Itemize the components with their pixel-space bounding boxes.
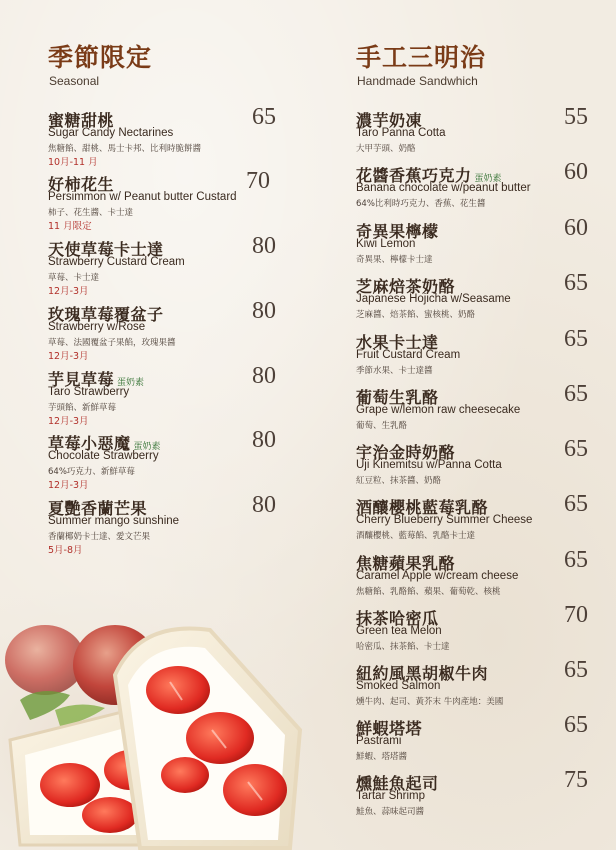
item-name: 焦糖蘋果乳酪 bbox=[356, 554, 456, 573]
item-name: 酒釀櫻桃藍莓乳酪 bbox=[356, 498, 489, 517]
item-name: 濃芋奶凍 bbox=[356, 111, 423, 130]
item-english-name: Japanese Hojicha w/Seasame bbox=[356, 293, 511, 305]
item-ingredients: 酒釀櫻桃、藍莓餡、乳酪卡士達 bbox=[356, 531, 476, 541]
handmade-subtitle: Handmade Sandwhich bbox=[357, 74, 478, 88]
item-price: 65 bbox=[564, 657, 588, 683]
item-price: 80 bbox=[252, 427, 276, 453]
item-english-name: Summer mango sunshine bbox=[48, 515, 180, 527]
item-name: 水果卡士達 bbox=[356, 333, 439, 352]
item-price: 55 bbox=[564, 104, 588, 130]
item-english-name: Kiwi Lemon bbox=[356, 238, 416, 250]
diet-tag: 蛋奶素 bbox=[474, 174, 502, 184]
item-english-name: Persimmon w/ Peanut butter Custard bbox=[48, 191, 237, 203]
handmade-title: 手工三明治 bbox=[356, 43, 487, 72]
item-price: 80 bbox=[252, 363, 276, 389]
item-ingredients: 焦糖餡、甜桃、馬士卡邦、比利時脆餅醬 bbox=[48, 144, 202, 154]
item-english-name: Tartar Shrimp bbox=[356, 790, 426, 802]
strawberry-sandwich-photo bbox=[0, 590, 320, 850]
item-ingredients: 紅豆粒、抹茶醬、奶酪 bbox=[356, 476, 442, 486]
item-price: 70 bbox=[246, 168, 270, 194]
diet-tag: 蛋奶素 bbox=[133, 442, 161, 452]
item-price: 65 bbox=[564, 547, 588, 573]
item-price: 80 bbox=[252, 492, 276, 518]
item-english-name: Green tea Melon bbox=[356, 625, 442, 637]
item-ingredients: 焦糖餡、乳酪餡、蘋果、葡萄乾、核桃 bbox=[356, 587, 501, 597]
item-name: 玫瑰草莓覆盆子 bbox=[48, 305, 164, 324]
item-name: 葡萄生乳酪 bbox=[356, 388, 439, 407]
item-price: 60 bbox=[564, 159, 588, 185]
item-english-name: Chocolate Strawberry bbox=[48, 450, 159, 462]
diet-tag: 蛋奶素 bbox=[117, 378, 145, 388]
item-name: 草莓小惡魔 蛋奶素 bbox=[48, 434, 161, 453]
item-name: 好柿花生 bbox=[48, 175, 115, 194]
item-price: 65 bbox=[564, 436, 588, 462]
item-name: 燻鮭魚起司 bbox=[356, 774, 439, 793]
item-ingredients: 草莓、法國覆盆子果餡，玫瑰果醬 bbox=[48, 338, 176, 348]
item-name: 花醬香蕉巧克力 蛋奶素 bbox=[356, 166, 502, 185]
item-name: 鮮蝦塔塔 bbox=[356, 719, 423, 738]
item-season: 11 月限定 bbox=[48, 221, 92, 232]
item-english-name: Taro Panna Cotta bbox=[356, 127, 446, 139]
item-name: 芋見草莓 蛋奶素 bbox=[48, 370, 145, 389]
item-ingredients: 柿子、花生醬、卡士達 bbox=[48, 208, 134, 218]
item-english-name: Cherry Blueberry Summer Cheese bbox=[356, 514, 533, 526]
item-name: 奇異果檸檬 bbox=[356, 222, 439, 241]
item-name: 抹茶哈密瓜 bbox=[356, 609, 439, 628]
item-english-name: Strawberry Custard Cream bbox=[48, 256, 185, 268]
item-price: 80 bbox=[252, 298, 276, 324]
item-season: 12月-3月 bbox=[48, 351, 89, 362]
item-ingredients: 草莓、卡士達 bbox=[48, 273, 100, 283]
item-price: 65 bbox=[252, 104, 276, 130]
item-name: 芝麻焙茶奶酪 bbox=[356, 277, 456, 296]
item-ingredients: 64%巧克力、新鮮草莓 bbox=[48, 467, 135, 477]
item-ingredients: 哈密瓜、抹茶餡、卡士達 bbox=[356, 642, 450, 652]
item-name: 天使草莓卡士達 bbox=[48, 240, 164, 259]
item-name: 紐約風黑胡椒牛肉 bbox=[356, 664, 489, 683]
item-ingredients: 大甲芋頭、奶酪 bbox=[356, 144, 416, 154]
item-english-name: Sugar Candy Nectarines bbox=[48, 127, 174, 139]
seasonal-subtitle: Seasonal bbox=[49, 74, 100, 88]
item-english-name: Banana chocolate w/peanut butter bbox=[356, 182, 531, 194]
item-english-name: Strawberry w/Rose bbox=[48, 321, 146, 333]
item-price: 80 bbox=[252, 233, 276, 259]
item-price: 75 bbox=[564, 767, 588, 793]
item-english-name: Smoked Salmon bbox=[356, 680, 441, 692]
item-price: 65 bbox=[564, 270, 588, 296]
item-season: 12月-3月 bbox=[48, 416, 89, 427]
item-name: 宇治金時奶酪 bbox=[356, 443, 456, 462]
seasonal-title: 季節限定 bbox=[48, 43, 153, 72]
item-english-name: Taro Strawberry bbox=[48, 386, 130, 398]
item-price: 65 bbox=[564, 712, 588, 738]
item-price: 65 bbox=[564, 381, 588, 407]
item-ingredients: 鮭魚、蒜味起司醬 bbox=[356, 807, 425, 817]
item-english-name: Pastrami bbox=[356, 735, 402, 747]
item-english-name: Grape w/lemon raw cheesecake bbox=[356, 404, 521, 416]
item-ingredients: 64%比利時巧克力、香蕉、花生醬 bbox=[356, 199, 486, 209]
item-ingredients: 葡萄、生乳酪 bbox=[356, 421, 408, 431]
item-ingredients: 鮮蝦、塔塔醬 bbox=[356, 752, 408, 762]
item-price: 60 bbox=[564, 215, 588, 241]
item-price: 65 bbox=[564, 326, 588, 352]
item-price: 65 bbox=[564, 491, 588, 517]
item-ingredients: 芋頭餡、新鮮草莓 bbox=[48, 403, 117, 413]
item-ingredients: 奇異果、檸檬卡士達 bbox=[356, 255, 433, 265]
item-name: 夏艷香蘭芒果 bbox=[48, 499, 148, 518]
item-season: 12月-3月 bbox=[48, 480, 89, 491]
item-season: 12月-3月 bbox=[48, 286, 89, 297]
item-ingredients: 香蘭椰奶卡士達、愛文芒果 bbox=[48, 532, 151, 542]
item-season: 5月-8月 bbox=[48, 545, 83, 556]
item-english-name: Uji Kinemitsu w/Panna Cotta bbox=[356, 459, 502, 471]
item-name: 蜜糖甜桃 bbox=[48, 111, 115, 130]
item-english-name: Fruit Custard Cream bbox=[356, 349, 461, 361]
item-price: 70 bbox=[564, 602, 588, 628]
item-ingredients: 燻牛肉、起司、黃芥末 牛肉產地：美國 bbox=[356, 697, 504, 707]
item-ingredients: 芝麻醬、焙茶餡、蜜核桃、奶酪 bbox=[356, 310, 476, 320]
item-ingredients: 季節水果、卡士達醬 bbox=[356, 366, 433, 376]
item-season: 10月-11 月 bbox=[48, 157, 98, 168]
item-english-name: Caramel Apple w/cream cheese bbox=[356, 570, 519, 582]
